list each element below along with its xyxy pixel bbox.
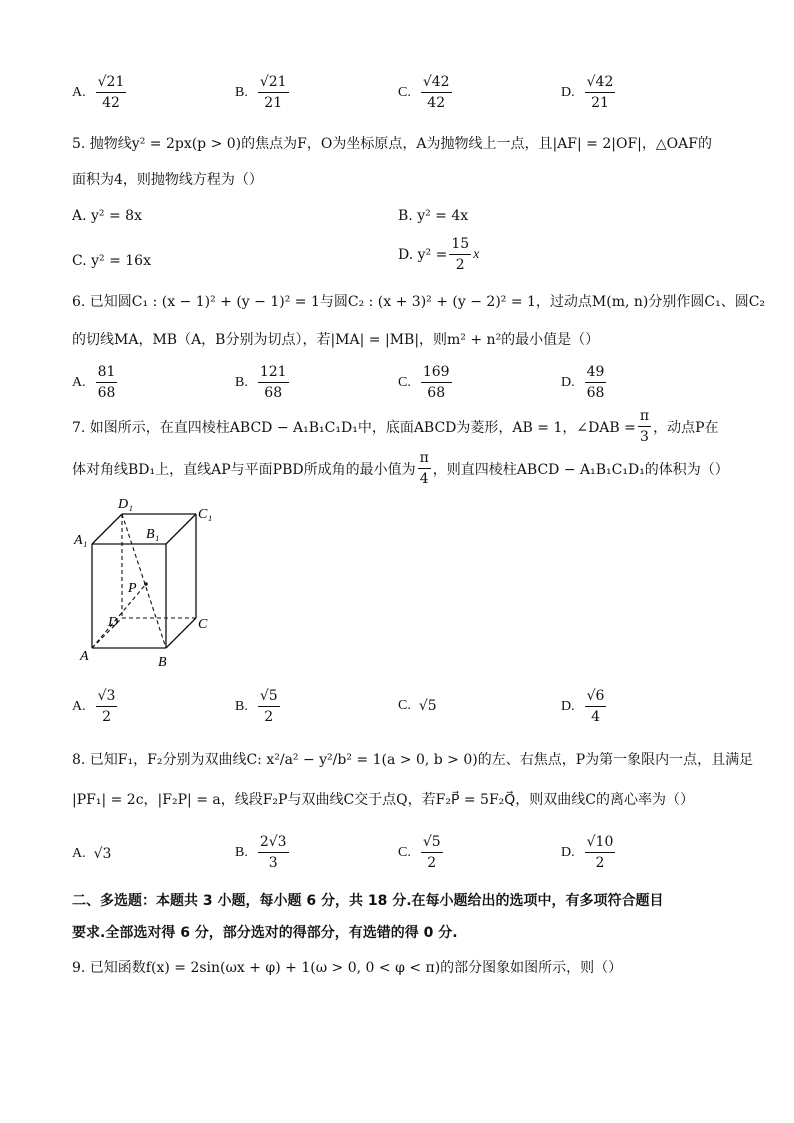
label-a: A	[80, 649, 89, 664]
q8-stem-line1: 8. 已知F₁，F₂分别为双曲线C: x²/a² − y²/b² = 1(a > 0, b > 0)的左、右焦点，P为第一象限内一点，且满足	[72, 752, 754, 768]
section-heading-line1: 二、多选题：本题共 3 小题，每小题 6 分，共 18 分.在每小题给出的选项中，有多项符合题目	[72, 893, 664, 909]
q7-option-a[interactable]: A. $\frac{√3}{2}$	[72, 688, 116, 725]
q7-option-b[interactable]: B. $\frac{√5}{2}$	[235, 688, 278, 725]
q7-stem-line1: 7. 如图所示，在直四棱柱ABCD − A₁B₁C₁D₁中，底面ABCD为菱形，AB = 1，∠DAB = $\frac{\pi}{3}$ ，动点P在	[72, 408, 719, 445]
fraction: $\frac{15}{2}$	[451, 236, 470, 273]
label-d: D	[108, 615, 119, 630]
q6-option-b[interactable]: B. $\frac{121}{68}$	[235, 364, 287, 401]
q9-stem-line1: 9. 已知函数f(x) = 2sin(ωx + φ) + 1(ω > 0, 0 < φ < π)的部分图象如图所示，则（）	[72, 960, 623, 976]
label-c: C	[198, 617, 208, 632]
fraction: $\frac{121}{68}$	[259, 364, 287, 401]
point-p	[144, 582, 148, 586]
label-p: P	[128, 581, 137, 596]
fraction: $\frac{2√3}{3}$	[259, 834, 287, 871]
q8-option-d[interactable]: D. $\frac{√10}{2}$	[561, 834, 614, 871]
q5-stem-line2: 面积为4，则抛物线方程为（）	[72, 172, 263, 188]
q8-stem-line2: |PF₁| = 2c，|F₂P| = a，线段F₂P与双曲线C交于点Q，若F₂P⃗ = 5F₂Q⃗，则双曲线C的离心率为（）	[72, 792, 695, 808]
fraction: $\frac{√10}{2}$	[586, 834, 614, 871]
label-a1: A₁	[74, 533, 88, 548]
q4-option-d[interactable]: D. $\frac{√42}{21}$	[561, 74, 614, 111]
q6-option-d[interactable]: D. $\frac{49}{68}$	[561, 364, 605, 401]
segment-ap	[92, 584, 146, 648]
prism-figure	[72, 492, 232, 672]
q5-option-c[interactable]: C. y² = 16x	[72, 253, 151, 269]
q8-option-b[interactable]: B. $\frac{2√3}{3}$	[235, 834, 287, 871]
label-b: B	[158, 655, 167, 670]
q7-option-d[interactable]: D. $\frac{√6}{4}$	[561, 688, 605, 725]
q4-option-b[interactable]: B. $\frac{√21}{21}$	[235, 74, 287, 111]
fraction: $\frac{169}{68}$	[422, 364, 450, 401]
section-heading-line2: 要求.全部选对得 6 分，部分选对的得部分，有选错的得 0 分.	[72, 925, 458, 941]
label-c1: C₁	[198, 507, 213, 522]
fraction: $\frac{49}{68}$	[586, 364, 605, 401]
q7-stem-line2: 体对角线BD₁上，直线AP与平面PBD所成角的最小值为 $\frac{\pi}{4}$ ，则直四棱柱ABCD − A₁B₁C₁D₁的体积为（）	[72, 450, 729, 487]
q5-option-a[interactable]: A. y² = 8x	[72, 208, 142, 224]
q6-option-c[interactable]: C. $\frac{169}{68}$	[398, 364, 450, 401]
edge-bc	[166, 618, 196, 648]
fraction: $\frac{√21}{21}$	[259, 74, 287, 111]
q8-option-a[interactable]: A. √3	[72, 846, 112, 862]
fraction: $\frac{81}{68}$	[97, 364, 116, 401]
q5-stem-line1: 5. 抛物线y² = 2px(p > 0)的焦点为F，O为坐标原点，A为抛物线上一点，且|AF| = 2|OF|，△OAF的	[72, 136, 712, 152]
fraction: $\frac{√21}{42}$	[97, 74, 125, 111]
fraction: $\frac{√42}{21}$	[586, 74, 614, 111]
q5-option-b[interactable]: B. y² = 4x	[398, 208, 469, 224]
q6-option-a[interactable]: A. $\frac{81}{68}$	[72, 364, 116, 401]
label-d1: D₁	[118, 497, 133, 512]
q7-option-c[interactable]: C. √5	[398, 698, 437, 714]
label-b1: B₁	[146, 527, 160, 542]
q5-option-d[interactable]: D. y² = $\frac{15}{2}$ x	[398, 236, 480, 273]
edge-a1d1	[92, 514, 122, 544]
edge-b1c1	[166, 514, 196, 544]
q6-stem-line1: 6. 已知圆C₁ : (x − 1)² + (y − 1)² = 1与圆C₂ : (x + 3)² + (y − 2)² = 1，过动点M(m, n)分别作圆C₁、圆C₂	[72, 294, 766, 310]
q8-option-c[interactable]: C. $\frac{√5}{2}$	[398, 834, 441, 871]
fraction: $\frac{\pi}{4}$	[419, 450, 429, 487]
q6-stem-line2: 的切线MA，MB（A，B分别为切点），若|MA| = |MB|，则m² + n²的最小值是（）	[72, 332, 600, 348]
fraction: $\frac{√3}{2}$	[97, 688, 116, 725]
fraction: $\frac{√6}{4}$	[586, 688, 605, 725]
fraction: $\frac{√42}{42}$	[422, 74, 450, 111]
q4-option-a[interactable]: A. $\frac{√21}{42}$	[72, 74, 125, 111]
fraction: $\frac{\pi}{3}$	[639, 408, 650, 445]
fraction: $\frac{√5}{2}$	[422, 834, 441, 871]
q4-option-c[interactable]: C. $\frac{√42}{42}$	[398, 74, 450, 111]
fraction: $\frac{√5}{2}$	[259, 688, 278, 725]
